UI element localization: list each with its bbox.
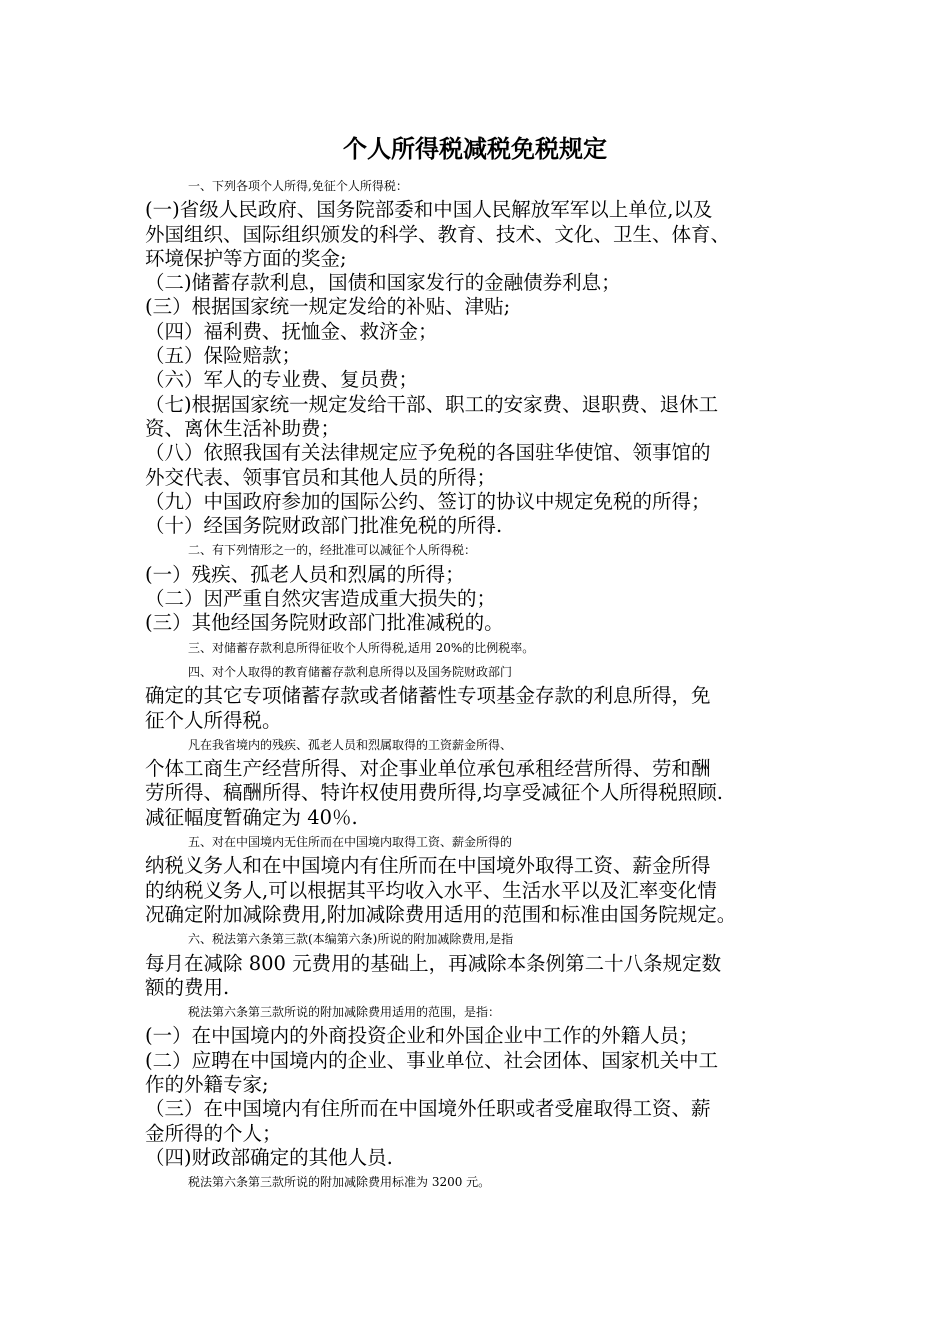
text-line: 个体工商生产经营所得、对企事业单位承包承租经营所得、劳和酬 (145, 757, 711, 781)
text-line: 一、下列各项个人所得,免征个人所得税： (188, 179, 408, 193)
text-line: 金所得的个人； (145, 1121, 282, 1145)
text-line: 税法第六条第三款所说的附加减除费用适用的范围，是指： (188, 1005, 501, 1020)
text-line: 况确定附加减除费用,附加减除费用适用的范围和标准由国务院规定。 (145, 902, 737, 926)
text-line: 外交代表、领事官员和其他人员的所得； (145, 465, 497, 489)
text-line: 六、税法第六条第三款(本编第六条)所说的附加减除费用,是指 (188, 932, 514, 947)
text-line: (三）根据国家统一规定发给的补贴、津贴; (145, 295, 511, 319)
text-line: （五）保险赔款； (145, 344, 302, 368)
text-line: （九）中国政府参加的国际公约、签订的协议中规定免税的所得； (145, 489, 711, 513)
document-title: 个人所得税减税免税规定 (343, 135, 607, 163)
text-line: 每月在减除 800 元费用的基础上，再减除本条例第二十八条规定数 (145, 951, 722, 975)
text-line: 四、对个人取得的教育储蓄存款利息所得以及国务院财政部门 (188, 664, 513, 679)
text-line: （三）在中国境内有住所而在中国境外任职或者受雇取得工资、薪 (145, 1097, 711, 1121)
text-line: 三、对储蓄存款利息所得征收个人所得税,适用 20%的比例税率。 (188, 640, 535, 655)
text-line: 税法第六条第三款所说的附加减除费用标准为 3200 元。 (188, 1175, 491, 1190)
text-line: 额的费用. (145, 975, 230, 999)
text-line: 纳税义务人和在中国境内有住所而在中国境外取得工资、薪金所得 (145, 854, 711, 878)
text-line: 二、有下列情形之一的，经批准可以减征个人所得税： (188, 543, 477, 558)
text-line: (一)省级人民政府、国务院部委和中国人民解放军军以上单位,以及 (145, 198, 713, 222)
text-line: （六）军人的专业费、复员费； (145, 368, 419, 392)
text-line: （四)财政部确定的其他人员. (145, 1145, 393, 1169)
text-line: 环境保护等方面的奖金; (145, 246, 347, 270)
text-line: （四）福利费、抚恤金、救济金； (145, 319, 438, 343)
text-line: 减征幅度暂确定为 40％. (145, 805, 358, 829)
text-line: （七)根据国家统一规定发给干部、职工的安家费、退职费、退休工 (145, 392, 719, 416)
text-line: 五、对在中国境内无住所而在中国境内取得工资、薪金所得的 (188, 835, 513, 850)
text-line: 劳所得、稿酬所得、特许权使用费所得,均享受减征个人所得税照顾. (145, 781, 723, 805)
text-line: 凡在我省境内的残疾、孤老人员和烈属取得的工资薪金所得、 (188, 737, 513, 752)
text-line: 资、离休生活补助费； (145, 416, 341, 440)
text-line: 外国组织、国际组织颁发的科学、教育、技术、文化、卫生、体育、 (145, 222, 731, 246)
text-line: 作的外籍专家; (145, 1072, 269, 1096)
text-line: （二）因严重自然灾害造成重大损失的； (145, 587, 497, 611)
text-line: (二）应聘在中国境内的企业、事业单位、社会团体、国家机关中工 (145, 1048, 719, 1072)
text-line: （二)储蓄存款利息，国债和国家发行的金融债券利息； (145, 271, 621, 295)
text-line: （八）依照我国有关法律规定应予免税的各国驻华使馆、领事馆的 (145, 441, 711, 465)
text-line: (一）残疾、孤老人员和烈属的所得； (145, 562, 465, 586)
text-line: (三）其他经国务院财政部门批准减税的。 (145, 611, 504, 635)
text-line: 征个人所得税。 (145, 708, 282, 732)
text-line: (一）在中国境内的外商投资企业和外国企业中工作的外籍人员； (145, 1024, 699, 1048)
text-line: （十）经国务院财政部门批准免税的所得. (145, 514, 503, 538)
document-body (145, 174, 815, 1194)
text-line: 的纳税义务人,可以根据其平均收入水平、生活水平以及汇率变化情 (145, 878, 717, 902)
text-line: 确定的其它专项储蓄存款或者储蓄性专项基金存款的利息所得，免 (145, 684, 711, 708)
